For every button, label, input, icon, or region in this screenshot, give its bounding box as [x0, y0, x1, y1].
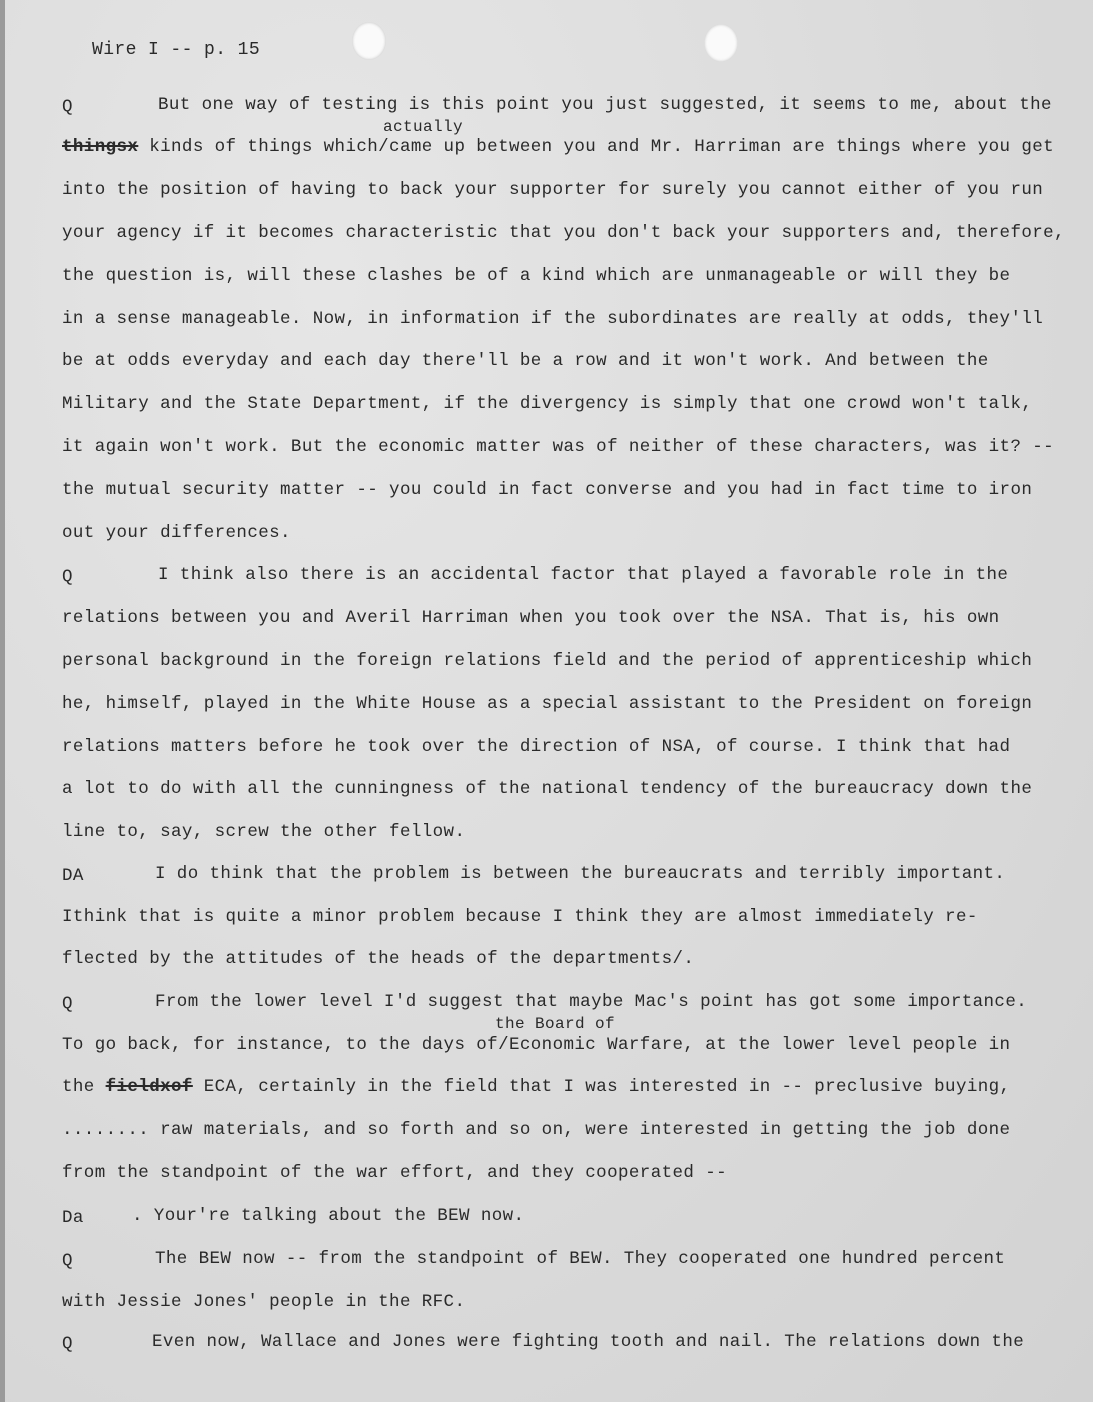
struck-text: thingsx	[62, 137, 139, 157]
text-line-rest: ECA, certainly in the field that I was interested in -- preclusive buying,	[192, 1077, 1011, 1097]
text-line: a lot to do with all the cunningness of the national tendency of the bureaucracy down the	[62, 779, 1033, 799]
text-line: out your differences.	[62, 523, 291, 543]
text-line: with Jessie Jones' people in the RFC.	[62, 1292, 466, 1312]
text-line: From the lower level I'd suggest that maybe Mac's point has got some importance.	[155, 992, 1028, 1012]
text-line: your agency if it becomes characteristic that you don't back your supporters and, therefore,	[62, 223, 1065, 243]
text-line	[62, 1079, 1010, 1097]
text-line: be at odds everyday and each day there'll be a row and it won't work. And between the	[62, 351, 989, 371]
text-line: personal background in the foreign relations field and the period of apprenticeship which	[62, 651, 1033, 671]
speaker-label: Q	[62, 994, 73, 1014]
text-line: I do think that the problem is between the bureaucrats and terribly important.	[155, 864, 1006, 884]
text-line: relations matters before he took over the direction of NSA, of course. I think that had	[62, 737, 1011, 757]
handwritten-insertion: the Board of	[495, 1015, 616, 1033]
struck-text: fieldxof	[105, 1077, 193, 1097]
text-line: . Your're talking about the BEW now.	[132, 1206, 525, 1226]
speaker-label: Q	[62, 1334, 73, 1354]
text-line	[62, 139, 1054, 157]
text-line: But one way of testing is this point you just suggested, it seems to me, about the	[158, 95, 1052, 115]
text-line: flected by the attitudes of the heads of the departments/.	[62, 949, 695, 969]
text-line: the mutual security matter -- you could in fact converse and you had in fact time to iron	[62, 480, 1033, 500]
text-line: from the standpoint of the war effort, and they cooperated --	[62, 1163, 728, 1183]
text-line: To go back, for instance, to the days of/Economic Warfare, at the lower level people in	[62, 1035, 1011, 1055]
text-line: ........ raw materials, and so forth and so on, were interested in getting the job done	[62, 1120, 1011, 1140]
speaker-label: Q	[62, 567, 73, 587]
text-line: into the position of having to back your supporter for surely you cannot either of you run	[62, 180, 1044, 200]
text-line: Even now, Wallace and Jones were fighting tooth and nail. The relations down the	[152, 1332, 1025, 1352]
text-line: The BEW now -- from the standpoint of BEW. They cooperated one hundred percent	[155, 1249, 1006, 1269]
speaker-label: Q	[62, 1251, 73, 1271]
text-line: the question is, will these clashes be of a kind which are unmanageable or will they be	[62, 266, 1011, 286]
punch-hole	[352, 22, 386, 60]
handwritten-insertion: actually	[383, 118, 464, 136]
text-line: in a sense manageable. Now, in information if the subordinates are really at odds, they'll	[62, 309, 1044, 329]
punch-hole	[704, 24, 738, 62]
speaker-label: Da	[62, 1208, 84, 1228]
page-header: Wire I -- p. 15	[92, 40, 261, 60]
speaker-label: Q	[62, 97, 73, 117]
text-line: Military and the State Department, if the divergency is simply that one crowd won't talk,	[62, 394, 1033, 414]
text-line: line to, say, screw the other fellow.	[62, 822, 466, 842]
text-line: Ithink that is quite a minor problem because I think they are almost immediately re-	[62, 907, 978, 927]
text-line-rest: kinds of things which/came up between you and Mr. Harriman are things where you get	[138, 137, 1055, 157]
page-edge	[0, 0, 5, 1402]
text-line: it again won't work. But the economic matter was of neither of these characters, was it? --	[62, 437, 1055, 457]
text-line-pre: the	[62, 1077, 106, 1097]
text-line: he, himself, played in the White House as a special assistant to the President on foreign	[62, 694, 1033, 714]
text-line: I think also there is an accidental factor that played a favorable role in the	[158, 565, 1009, 585]
speaker-label: DA	[62, 866, 84, 886]
text-line: relations between you and Averil Harriman when you took over the NSA. That is, his own	[62, 608, 1000, 628]
